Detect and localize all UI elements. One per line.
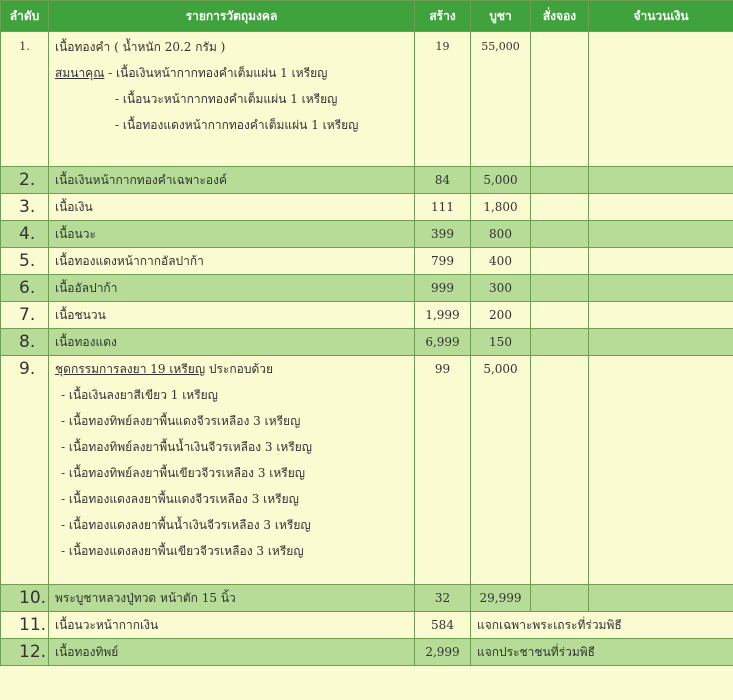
header-item: รายการวัตถุมงคล xyxy=(49,1,415,32)
table-row xyxy=(1,639,733,666)
order-cell[interactable] xyxy=(531,585,589,612)
order-cell[interactable] xyxy=(531,194,589,221)
table-row xyxy=(1,32,733,167)
row-item xyxy=(49,356,415,585)
amount-cell[interactable] xyxy=(589,167,733,194)
amount-cell[interactable] xyxy=(589,194,733,221)
price: 150 xyxy=(471,329,531,356)
made-count: 399 xyxy=(415,221,471,248)
item-name: เนื้อชนวน xyxy=(49,302,415,329)
amount-cell[interactable] xyxy=(589,302,733,329)
made-count: 2,999 xyxy=(415,639,471,666)
row-number: 6. xyxy=(1,275,49,302)
header-made: สร้าง xyxy=(415,1,471,32)
amount-cell[interactable] xyxy=(589,329,733,356)
row-number: 11. xyxy=(1,612,49,639)
order-cell[interactable] xyxy=(531,221,589,248)
bonus-line xyxy=(55,60,408,86)
price: 5,000 xyxy=(471,356,531,585)
set-item: - เนื้อทองทิพย์ลงยาพื้นแดงจีวรเหลือง 3 เหรียญ xyxy=(61,414,301,428)
price: 200 xyxy=(471,302,531,329)
amount-cell[interactable] xyxy=(589,275,733,302)
made-count: 111 xyxy=(415,194,471,221)
made-count: 999 xyxy=(415,275,471,302)
row-number: 7. xyxy=(1,302,49,329)
row-item xyxy=(49,32,415,167)
item-name: เนื้อนวะ xyxy=(49,221,415,248)
made-count: 1,999 xyxy=(415,302,471,329)
price: 800 xyxy=(471,221,531,248)
set-item: - เนื้อเงินลงยาสีเขียว 1 เหรียญ xyxy=(61,388,218,402)
header-amount: จำนวนเงิน xyxy=(589,1,733,32)
price: 400 xyxy=(471,248,531,275)
row-number: 2. xyxy=(1,167,49,194)
made-count: 32 xyxy=(415,585,471,612)
row-number: 5. xyxy=(1,248,49,275)
table-row xyxy=(1,221,733,248)
order-cell[interactable] xyxy=(531,167,589,194)
item-name: เนื้อทองแดง xyxy=(49,329,415,356)
item-name: เนื้ออัลปาก้า xyxy=(49,275,415,302)
row-number: 8. xyxy=(1,329,49,356)
header-price: บูชา xyxy=(471,1,531,32)
made-count: 6,999 xyxy=(415,329,471,356)
set-item: - เนื้อทองทิพย์ลงยาพื้นเขียวจีวรเหลือง 3 เหรียญ xyxy=(61,466,306,480)
order-cell[interactable] xyxy=(531,275,589,302)
made-count: 99 xyxy=(415,356,471,585)
set-title: ชุดกรรมการลงยา 19 เหรียญ xyxy=(55,362,206,376)
amount-cell[interactable] xyxy=(589,32,733,167)
bonus-item: - เนื้อนวะหน้ากากทองคำเต็มแผ่น 1 เหรียญ xyxy=(115,92,338,106)
item-name: พระบูชาหลวงปู่ทวด หน้าตัก 15 นิ้ว xyxy=(49,585,415,612)
set-item: - เนื้อทองแดงลงยาพื้นเขียวจีวรเหลือง 3 เหรียญ xyxy=(61,544,304,558)
set-title-line xyxy=(55,356,408,382)
amount-cell[interactable] xyxy=(589,221,733,248)
set-item: - เนื้อทองทิพย์ลงยาพื้นน้ำเงินจีวรเหลือง 3 เหรียญ xyxy=(61,440,313,454)
price: 5,000 xyxy=(471,167,531,194)
row-number: 9. xyxy=(1,356,49,585)
set-title-suffix: ประกอบด้วย xyxy=(205,362,274,376)
price: 1,800 xyxy=(471,194,531,221)
header-no: ลำดับ xyxy=(1,1,49,32)
item-name: เนื้อเงินหน้ากากทองคำเฉพาะองค์ xyxy=(49,167,415,194)
order-cell[interactable] xyxy=(531,32,589,167)
table-row xyxy=(1,302,733,329)
bonus-label: สมนาคุณ xyxy=(55,66,105,80)
row-number: 3. xyxy=(1,194,49,221)
amount-cell[interactable] xyxy=(589,356,733,585)
set-item: - เนื้อทองแดงลงยาพื้นน้ำเงินจีวรเหลือง 3 เหรียญ xyxy=(61,518,311,532)
table-row xyxy=(1,329,733,356)
table-row xyxy=(1,167,733,194)
bonus-item: - เนื้อทองแดงหน้ากากทองคำเต็มแผ่น 1 เหรียญ xyxy=(115,118,359,132)
item-name: เนื้อเงิน xyxy=(49,194,415,221)
amount-cell[interactable] xyxy=(589,248,733,275)
item-name: เนื้อนวะหน้ากากเงิน xyxy=(49,612,415,639)
item-title: เนื้อทองคำ ( น้ำหนัก 20.2 กรัม ) xyxy=(55,40,226,54)
distribution-note: แจกประชาชนที่ร่วมพิธี xyxy=(471,639,733,666)
amount-cell[interactable] xyxy=(589,585,733,612)
price: 29,999 xyxy=(471,585,531,612)
row-number: 12. xyxy=(1,639,49,666)
table-row xyxy=(1,248,733,275)
order-cell[interactable] xyxy=(531,329,589,356)
item-name: เนื้อทองแดงหน้ากากอัลปาก้า xyxy=(49,248,415,275)
distribution-note: แจกเฉพาะพระเถระที่ร่วมพิธี xyxy=(471,612,733,639)
made-count: 19 xyxy=(415,32,471,167)
table-row xyxy=(1,356,733,585)
order-cell[interactable] xyxy=(531,302,589,329)
order-cell[interactable] xyxy=(531,356,589,585)
row-number: 10. xyxy=(1,585,49,612)
made-count: 84 xyxy=(415,167,471,194)
header-row xyxy=(1,1,733,32)
bonus-item: - เนื้อเงินหน้ากากทองคำเต็มแผ่น 1 เหรียญ xyxy=(108,66,328,80)
header-order: สั่งจอง xyxy=(531,1,589,32)
table-row xyxy=(1,612,733,639)
set-item: - เนื้อทองแดงลงยาพื้นแดงจีวรเหลือง 3 เหรียญ xyxy=(61,492,299,506)
made-count: 799 xyxy=(415,248,471,275)
table-row xyxy=(1,585,733,612)
row-number: 4. xyxy=(1,221,49,248)
table-row xyxy=(1,194,733,221)
price: 300 xyxy=(471,275,531,302)
row-number: 1. xyxy=(1,32,49,167)
order-cell[interactable] xyxy=(531,248,589,275)
table-row xyxy=(1,275,733,302)
price: 55,000 xyxy=(471,32,531,167)
item-name: เนื้อทองทิพย์ xyxy=(49,639,415,666)
made-count: 584 xyxy=(415,612,471,639)
